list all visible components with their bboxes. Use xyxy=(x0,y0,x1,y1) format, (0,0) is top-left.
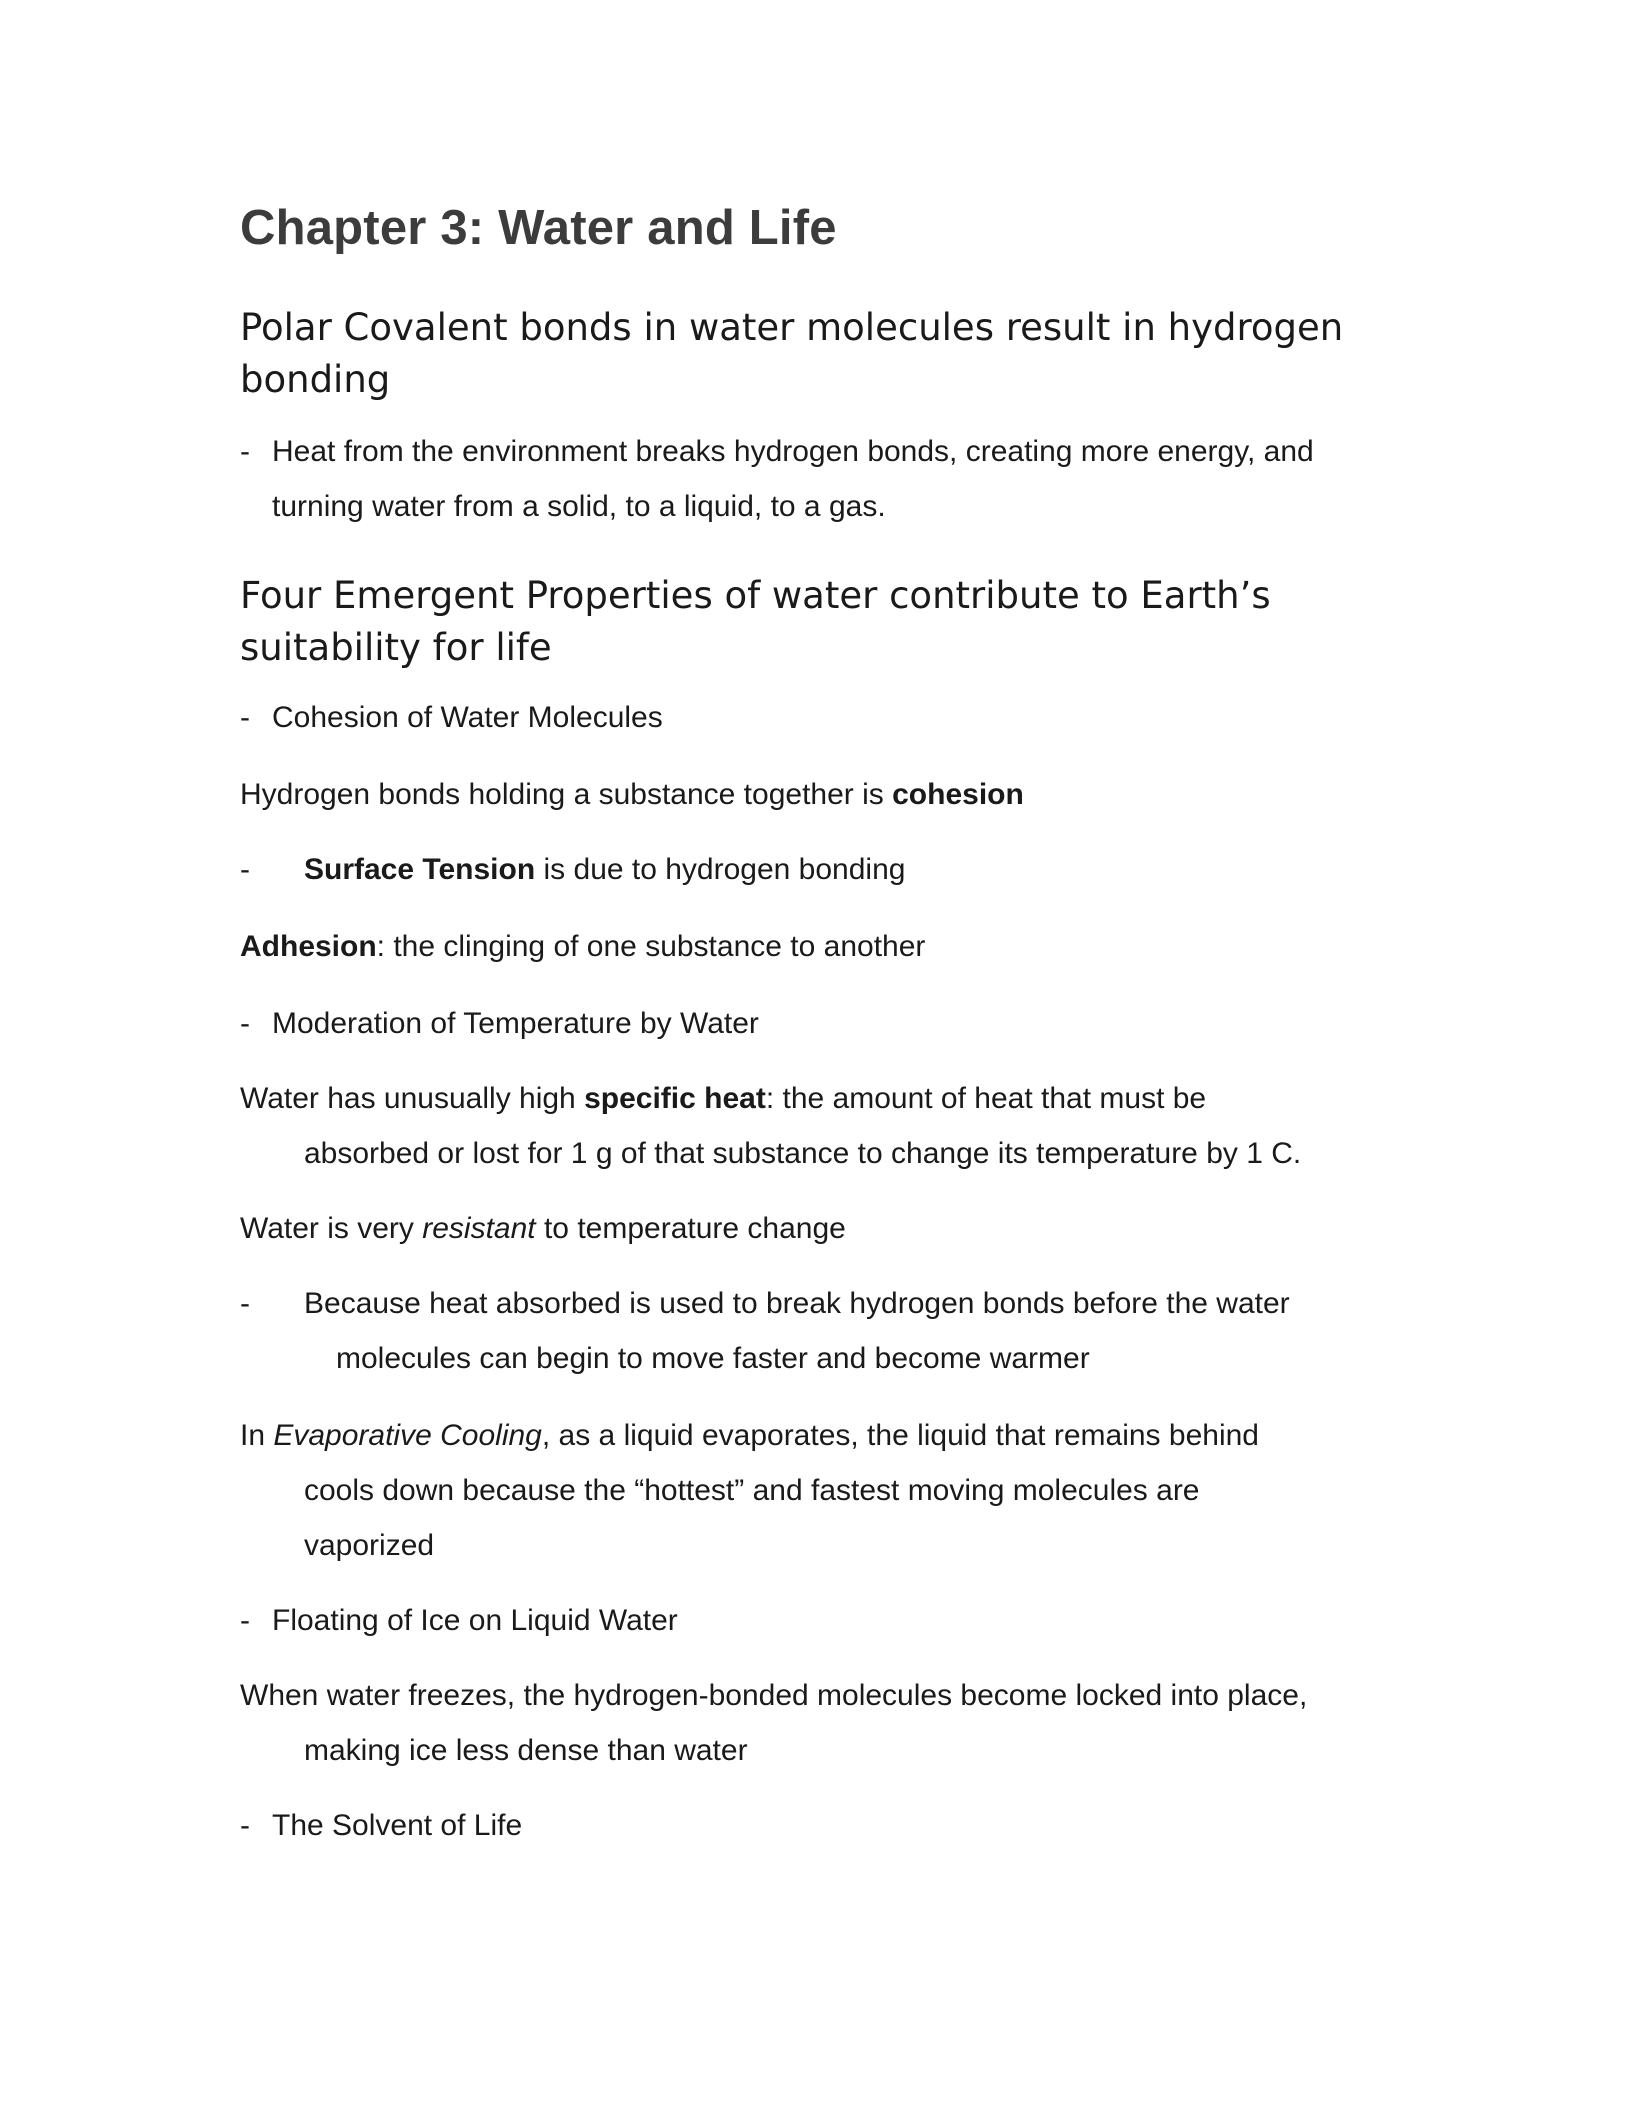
paragraph-cohesion xyxy=(240,767,1440,822)
paragraph-text: : the amount of heat that must be xyxy=(765,1082,1207,1115)
list-item-floating xyxy=(240,1593,1440,1648)
term-resistant: resistant xyxy=(422,1212,536,1245)
bullet-dash: - xyxy=(240,1007,250,1040)
paragraph-text: In xyxy=(240,1419,274,1452)
paragraph-evaporative-cooling xyxy=(240,1408,1440,1573)
list-item-solvent xyxy=(240,1798,1440,1853)
list-item-heat xyxy=(240,424,1440,534)
paragraph-text: Water is very xyxy=(240,1212,423,1245)
list-item-text: Floating of Ice on Liquid Water xyxy=(272,1604,678,1637)
list-item-cohesion xyxy=(240,690,1440,745)
list-item-text: Moderation of Temperature by Water xyxy=(272,1007,759,1040)
section-heading-hydrogen-bonding: Polar Covalent bonds in water molecules result in hydrogen bonding xyxy=(240,306,1344,401)
list-item-text: The Solvent of Life xyxy=(272,1809,523,1842)
bullet-dash: - xyxy=(240,435,250,468)
bullet-dash: - xyxy=(240,853,250,886)
section-heading-emergent-properties: Four Emergent Properties of water contribute to Earth’s suitability for life xyxy=(240,574,1271,669)
list-item-text: Cohesion of Water Molecules xyxy=(272,701,663,734)
list-item-moderation xyxy=(240,996,1440,1051)
paragraph-resistant xyxy=(240,1201,1440,1256)
list-item-text: is due to hydrogen bonding xyxy=(535,853,906,886)
list-item-text: Heat from the environment breaks hydrogen bonds, creating more energy, and xyxy=(272,435,1314,468)
bullet-dash: - xyxy=(240,1287,250,1320)
paragraph-text: When water freezes, the hydrogen-bonded molecules become locked into place, xyxy=(240,1679,1308,1712)
bullet-dash: - xyxy=(240,1809,250,1842)
list-item-surface-tension xyxy=(240,842,1440,897)
paragraph-specific-heat xyxy=(240,1071,1440,1181)
paragraph-text: absorbed or lost for 1 g of that substance to change its temperature by 1 C. xyxy=(304,1137,1302,1170)
paragraph-text: to temperature change xyxy=(535,1212,846,1245)
bullet-dash: - xyxy=(240,1604,250,1637)
term-evaporative-cooling: Evaporative Cooling xyxy=(273,1419,542,1452)
paragraph-freezing xyxy=(240,1668,1440,1778)
list-item-text: turning water from a solid, to a liquid, to a gas. xyxy=(272,490,886,523)
list-item-text: molecules can begin to move faster and become warmer xyxy=(336,1342,1090,1375)
paragraph-text: making ice less dense than water xyxy=(304,1734,748,1767)
term-specific-heat: specific heat xyxy=(584,1082,766,1115)
paragraph-text: : the clinging of one substance to another xyxy=(376,930,926,963)
chapter-title: Chapter 3: Water and Life xyxy=(240,201,837,255)
paragraph-text: cools down because the “hottest” and fastest moving molecules are xyxy=(304,1474,1200,1507)
list-item-text: Because heat absorbed is used to break hydrogen bonds before the water xyxy=(304,1287,1290,1320)
paragraph-text: vaporized xyxy=(304,1529,435,1562)
term-surface-tension: Surface Tension xyxy=(304,853,536,886)
paragraph-adhesion xyxy=(240,919,1440,974)
paragraph-text: Hydrogen bonds holding a substance together is xyxy=(240,778,893,811)
document-body xyxy=(240,192,1440,1853)
paragraph-text: , as a liquid evaporates, the liquid that remains behind xyxy=(541,1419,1259,1452)
term-adhesion: Adhesion xyxy=(240,930,377,963)
term-cohesion: cohesion xyxy=(892,778,1024,811)
bullet-dash: - xyxy=(240,701,250,734)
paragraph-text: Water has unusually high xyxy=(240,1082,585,1115)
list-item-because xyxy=(240,1276,1440,1386)
